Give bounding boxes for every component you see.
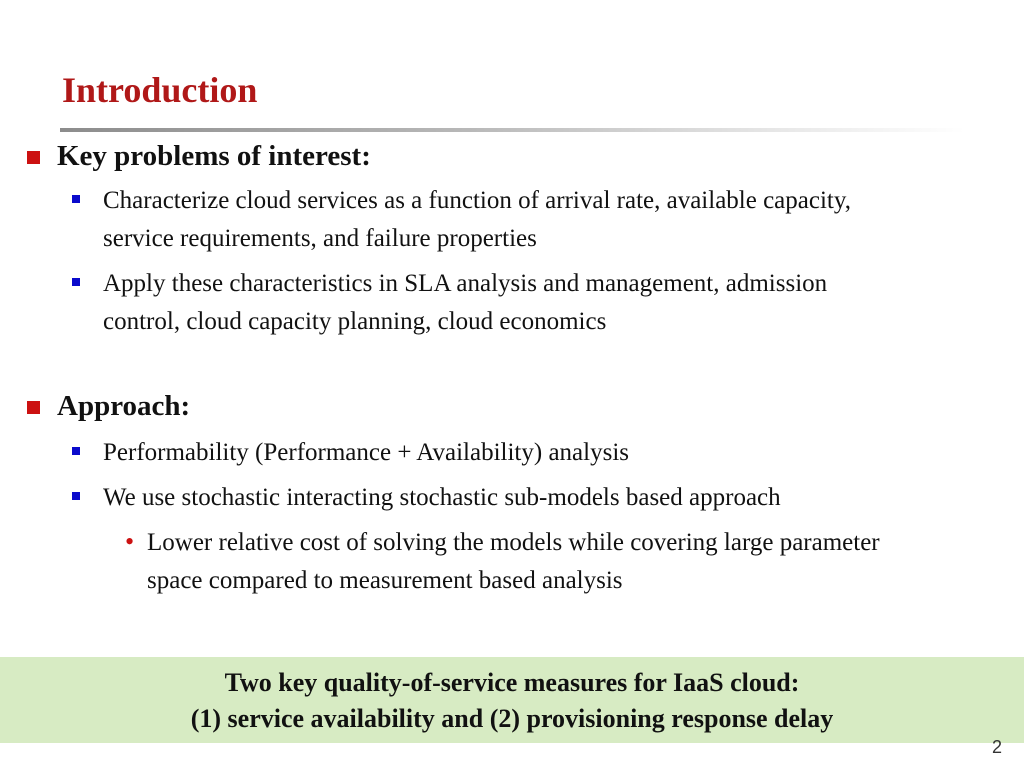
callout-line-2: (1) service availability and (2) provisioning response delay [190,704,834,733]
red-dot-bullet-icon: • [125,527,135,556]
list-subitem-lower-cost [147,524,1024,600]
section-heading-approach: Approach: [57,390,191,422]
title-divider [60,128,965,132]
text-line: service requirements, and failure properties [103,225,537,252]
text-line: We use stochastic interacting stochastic sub-models based approach [103,484,781,511]
red-square-bullet-icon [27,151,40,164]
blue-square-bullet-icon [72,492,80,500]
page-number: 2 [991,737,1002,757]
text-line: Characterize cloud services as a function of arrival rate, available capacity, [103,187,851,214]
blue-square-bullet-icon [72,278,80,286]
list-item-performability [103,434,1013,472]
slide-title: Introduction [62,70,258,110]
text-line: Apply these characteristics in SLA analysis and management, admission [103,270,828,297]
list-item-apply [103,265,1013,341]
text-line: control, cloud capacity planning, cloud economics [103,308,607,335]
blue-square-bullet-icon [72,447,80,455]
text-line: space compared to measurement based analysis [147,567,623,594]
blue-square-bullet-icon [72,195,80,203]
section-heading-key-problems: Key problems of interest: [57,140,371,172]
callout-line-1: Two key quality-of-service measures for IaaS cloud: [224,668,800,697]
list-item-submodels [103,479,1013,517]
list-item-characterize [103,182,1013,258]
red-square-bullet-icon [27,401,40,414]
callout-banner [0,657,1024,743]
text-line: Lower relative cost of solving the models while covering large parameter [147,529,880,556]
text-line: Performability (Performance + Availability) analysis [103,439,629,466]
